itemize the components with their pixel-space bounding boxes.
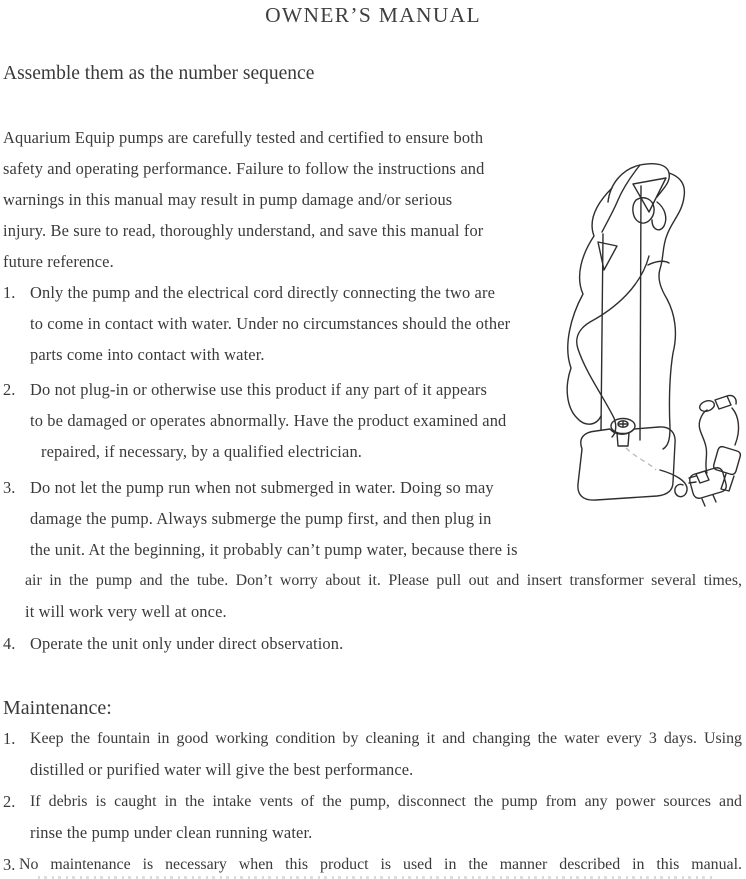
- paragraph-line: future reference.: [3, 252, 114, 271]
- list-line: repaired, if necessary, by a qualified electrician.: [41, 442, 363, 461]
- list-line: Keep the fountain in good working condition by cleaning it and changing the water every 3 days. Using: [30, 730, 742, 747]
- list-line: air in the pump and the tube. Don’t worry about it. Please pull out and insert transformer several times,: [25, 572, 742, 589]
- list-number: 4.: [3, 634, 16, 653]
- list-number: 2.: [3, 380, 16, 399]
- list-line: Only the pump and the electrical cord directly connecting the two are: [30, 283, 496, 302]
- section-heading: Assemble them as the number sequence: [3, 63, 315, 84]
- list-number: 1.: [3, 729, 16, 748]
- pump-stem: [617, 433, 629, 446]
- list-number: 3.: [3, 855, 16, 874]
- power-cord: [699, 410, 707, 473]
- paragraph-line: injury. Be sure to read, thoroughly understand, and save this manual for: [3, 221, 484, 240]
- list-line: Do not plug-in or otherwise use this product if any part of it appears: [30, 380, 488, 399]
- list-line: rinse the pump under clean running water.: [30, 823, 313, 842]
- statue-column-right: [640, 186, 641, 440]
- list-number: 2.: [3, 792, 16, 811]
- page-title: OWNER’S MANUAL: [265, 3, 481, 27]
- maintenance-item-1: [3, 723, 742, 785]
- statue-column-left: [601, 234, 603, 430]
- cord-connector-barrel: [698, 399, 715, 413]
- list-line: to be damaged or operates abnormally. Have the product examined and: [30, 411, 507, 430]
- instruction-item-4: [3, 628, 742, 659]
- statue-left-drapery: [567, 188, 612, 424]
- list-line: If debris is caught in the intake vents of the pump, disconnect the pump from any power sources and: [30, 793, 742, 810]
- statue-waist-line: [648, 261, 669, 265]
- plug-cord: [732, 408, 739, 445]
- paragraph-line: warnings in this manual may result in pump damage and/or serious: [3, 190, 453, 209]
- maintenance-item-2: [3, 786, 742, 848]
- list-line: parts come into contact with water.: [30, 345, 265, 364]
- list-number: 1.: [3, 283, 16, 302]
- paragraph-line: Aquarium Equip pumps are carefully tested and certified to ensure both: [3, 128, 484, 147]
- wall-plug-body: [714, 447, 741, 475]
- list-line: it will work very well at once.: [25, 602, 227, 621]
- transformer-box: [690, 468, 727, 499]
- cord-connector-plug: [715, 395, 736, 409]
- paragraph-line: safety and operating performance. Failure to follow the instructions and: [3, 159, 485, 178]
- maintenance-heading: Maintenance:: [3, 697, 112, 719]
- hidden-tube-dashed: [626, 448, 656, 470]
- list-line: Do not let the pump run when not submerged in water. Doing so may: [30, 478, 494, 497]
- list-line: Operate the unit only under direct observation.: [30, 634, 344, 653]
- fountain-base: [578, 427, 675, 500]
- list-line: No maintenance is necessary when this product is used in the manner described in this manual.: [19, 856, 742, 873]
- statue-triangle-left: [598, 242, 617, 270]
- list-line: distilled or purified water will give the best performance.: [30, 760, 414, 779]
- fountain-statue-illustration: [556, 156, 746, 518]
- list-line: damage the pump. Always submerge the pump first, and then plug in: [30, 509, 492, 528]
- wall-plug-prongs: [721, 474, 734, 491]
- list-line: the unit. At the beginning, it probably can’t pump water, because there is: [30, 540, 518, 559]
- maintenance-item-3: [3, 849, 742, 879]
- statue-fold-sweep: [577, 256, 649, 437]
- list-line: to come in contact with water. Under no circumstances should the other: [30, 314, 511, 333]
- list-number: 3.: [3, 478, 16, 497]
- statue-right-contour: [659, 173, 684, 449]
